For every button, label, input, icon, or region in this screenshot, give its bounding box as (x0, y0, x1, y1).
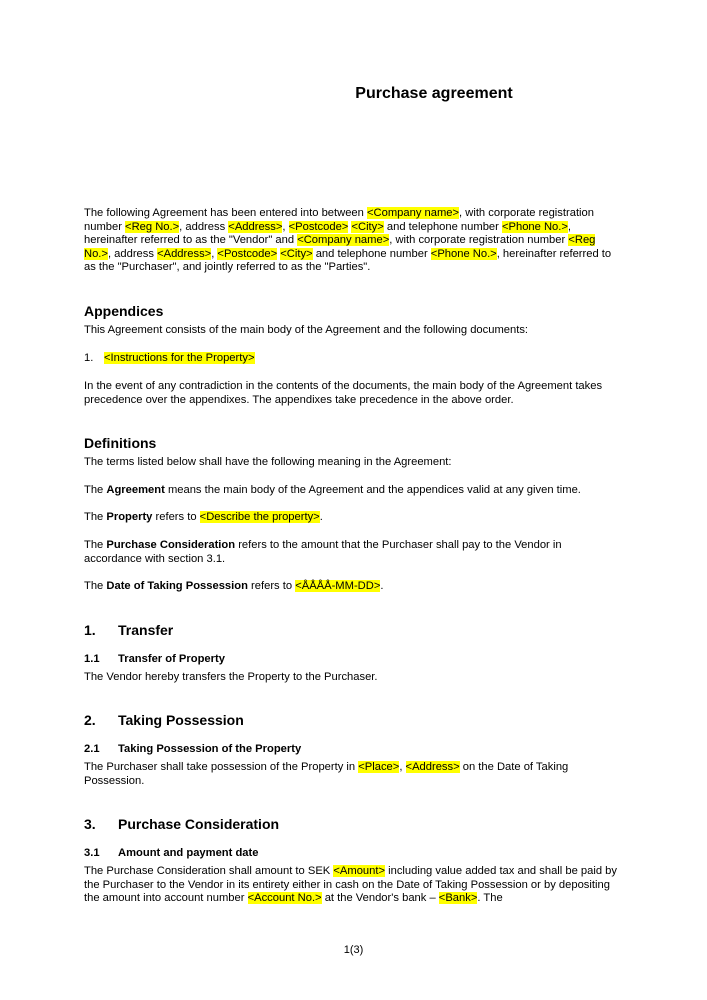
subsection-number: 1.1 (84, 653, 100, 665)
body-text: The Purchase Consideration shall amount to SEK (84, 865, 334, 877)
body-text: , (399, 761, 406, 773)
subsection-2-1-text (84, 761, 620, 788)
placeholder-company-name: <Company name> (297, 234, 390, 247)
section-title: Taking Possession (118, 712, 244, 728)
body-text: including value added tax and shall be paid by the Purchaser to the Vendor in its entirety either in cash on the Date of Taking Possession or by depositing the amount into account number (84, 865, 617, 905)
placeholder-company-name: <Company name> (367, 207, 460, 219)
placeholder-city: <City> (280, 247, 313, 260)
document-title: Purchase agreement (355, 85, 513, 102)
appendices-precedence: In the event of any contradiction in the contents of the documents, the main body of the Agreement takes precedence over the appendixes. The appendixes take precedence in the above order. (84, 380, 603, 406)
intro-text: , with corporate registration number (389, 234, 569, 247)
heading-appendices: Appendices (84, 303, 164, 319)
placeholder-date: <ÅÅÅÅ-MM-DD> (295, 580, 381, 592)
section-title: Purchase Consideration (118, 816, 280, 832)
placeholder-place: <Place> (358, 761, 400, 773)
intro-text: , (282, 220, 289, 233)
placeholder-describe-property: <Describe the property> (199, 511, 320, 523)
body-text: . The (477, 892, 503, 905)
subsection-title: Transfer of Property (118, 653, 225, 665)
def-text: The (84, 484, 107, 496)
section-number: 1. (84, 622, 96, 638)
def-text: refers to (247, 580, 296, 592)
intro-paragraph (84, 207, 620, 275)
placeholder-phone-no: <Phone No.> (430, 247, 497, 260)
section-3-heading (84, 816, 279, 832)
subsection-number: 2.1 (84, 743, 100, 755)
def-text: The (84, 539, 107, 551)
subsection-title: Taking Possession of the Property (118, 743, 302, 755)
def-text: . (319, 511, 323, 523)
term-purchase-consideration: Purchase Consideration (106, 539, 236, 551)
placeholder-address: <Address> (228, 220, 283, 233)
intro-text: , hereinafter referred to as the "Purchaser", and jointly referred to as the "Parties". (84, 247, 612, 274)
intro-text: and telephone number (383, 220, 502, 233)
placeholder-account-no: <Account No.> (247, 892, 322, 905)
section-number: 3. (84, 816, 96, 832)
body-text: The Purchaser shall take possession of the Property in (84, 761, 359, 773)
placeholder-reg-no: <Reg No.> (84, 234, 596, 260)
placeholder-amount: <Amount> (333, 865, 385, 877)
subsection-title: Amount and payment date (118, 847, 259, 859)
placeholder-address: <Address> (405, 761, 460, 773)
subsection-number: 3.1 (84, 847, 100, 859)
intro-text: , address (179, 220, 229, 233)
subsection-1-1-text: The Vendor hereby transfers the Property to the Purchaser. (84, 671, 378, 683)
body-text: at the Vendor's bank – (321, 892, 439, 905)
appendix-list-item (84, 352, 620, 366)
subsection-3-1-text (84, 865, 620, 906)
term-property: Property (106, 511, 153, 523)
subsection-2-1-heading (84, 743, 301, 755)
placeholder-address: <Address> (157, 247, 212, 260)
section-number: 2. (84, 712, 96, 728)
term-agreement: Agreement (106, 484, 165, 496)
page-number: 1(3) (343, 944, 364, 956)
intro-text: , (211, 247, 218, 260)
def-text: means the main body of the Agreement and the appendices valid at any given time. (164, 484, 581, 496)
body-text: on the Date of Taking Possession. (84, 761, 569, 787)
placeholder-reg-no: <Reg No.> (125, 220, 180, 233)
section-1-heading (84, 622, 173, 638)
definition-date-of-taking-possession (84, 580, 620, 594)
intro-text: , hereinafter referred to as the "Vendor" and (84, 220, 572, 247)
placeholder-city: <City> (351, 220, 384, 233)
def-text: refers to (152, 511, 200, 523)
section-title: Transfer (118, 622, 174, 638)
placeholder-phone-no: <Phone No.> (501, 220, 568, 233)
appendices-intro: This Agreement consists of the main body of the Agreement and the following documents: (84, 324, 529, 336)
def-text: refers to the amount that the Purchaser shall pay to the Vendor in accordance with section 3.1. (84, 539, 562, 565)
definition-purchase-consideration (84, 539, 620, 566)
placeholder-postcode: <Postcode> (217, 247, 278, 260)
def-text: The (84, 580, 107, 592)
intro-text: , with corporate registration number (84, 207, 594, 233)
placeholder-instructions: <Instructions for the Property> (104, 352, 255, 364)
term-date-of-taking-possession: Date of Taking Possession (106, 580, 248, 592)
heading-definitions: Definitions (84, 435, 157, 451)
intro-text: , address (107, 247, 158, 260)
intro-text: and telephone number (312, 247, 431, 260)
section-2-heading (84, 712, 244, 728)
list-number: 1. (84, 352, 94, 364)
definition-agreement (84, 484, 620, 498)
subsection-3-1-heading (84, 847, 258, 859)
placeholder-postcode: <Postcode> (288, 220, 349, 233)
intro-text: The following Agreement has been entered into between (84, 207, 367, 219)
subsection-1-1-heading (84, 653, 225, 665)
placeholder-bank: <Bank> (438, 892, 478, 905)
def-text: The (84, 511, 107, 523)
def-text: . (380, 580, 384, 592)
definitions-intro: The terms listed below shall have the following meaning in the Agreement: (84, 456, 452, 468)
definition-property (84, 511, 620, 525)
